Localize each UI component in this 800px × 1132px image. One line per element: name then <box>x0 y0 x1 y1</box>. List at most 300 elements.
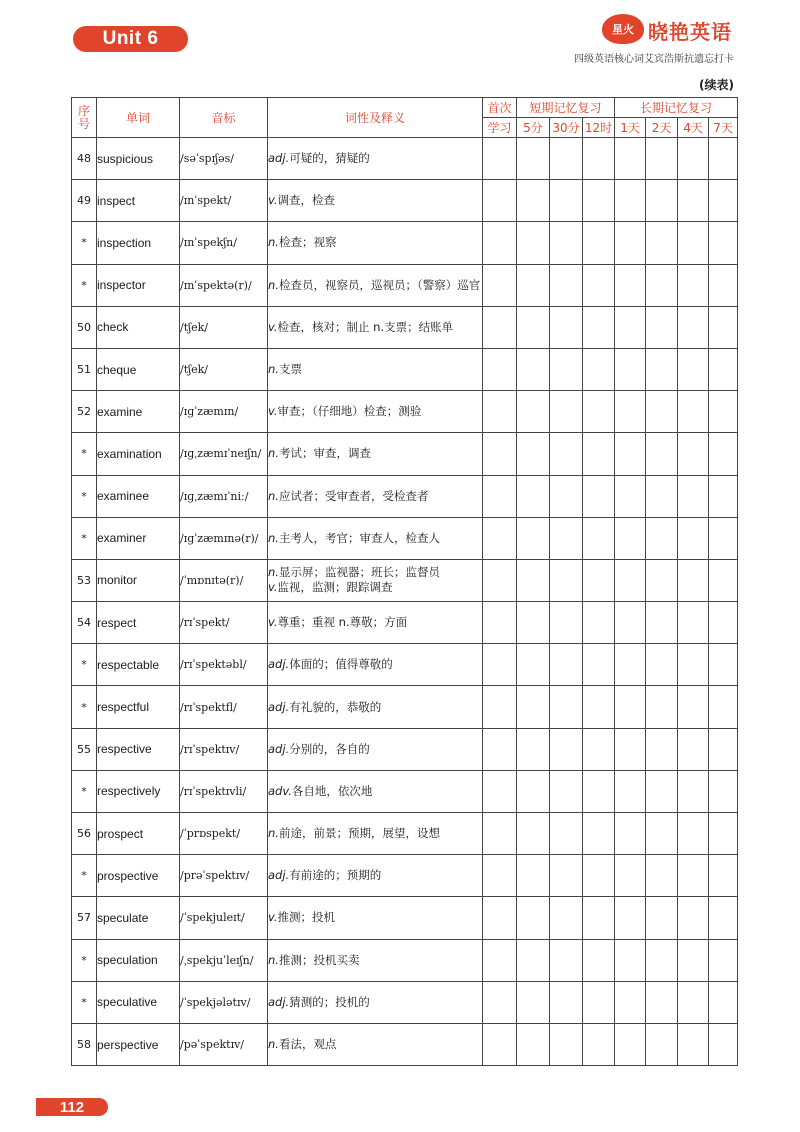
review-checkbox-cell <box>709 559 738 601</box>
definition-text: 前途，前景；预期，展望，设想 <box>278 826 440 841</box>
row-phonetic: /ɪnˈspekt/ <box>180 180 268 222</box>
row-number: 58 <box>72 1023 97 1065</box>
definition-text: 有礼貌的，恭敬的 <box>289 699 382 714</box>
table-row <box>72 855 738 897</box>
row-number: 57 <box>72 897 97 939</box>
review-checkbox-cell <box>583 728 615 770</box>
review-checkbox-cell <box>483 728 517 770</box>
review-checkbox-cell <box>483 348 517 390</box>
review-checkbox-cell <box>517 517 550 559</box>
header-long-term: 长期记忆复习 <box>615 98 738 118</box>
review-checkbox-cell <box>709 770 738 812</box>
review-checkbox-cell <box>646 770 678 812</box>
table-row <box>72 897 738 939</box>
review-checkbox-cell <box>517 602 550 644</box>
review-checkbox-cell <box>550 855 583 897</box>
row-definition <box>268 559 483 601</box>
review-checkbox-cell <box>646 348 678 390</box>
review-checkbox-cell <box>550 348 583 390</box>
review-checkbox-cell <box>646 222 678 264</box>
row-phonetic: /ˈspekjuleɪt/ <box>180 897 268 939</box>
row-phonetic: /ˌspekjuˈleɪʃn/ <box>180 939 268 981</box>
review-checkbox-cell <box>517 433 550 475</box>
definition-text: 推测；投机 <box>277 910 336 925</box>
definition-text: 可疑的，猜疑的 <box>289 151 370 166</box>
review-checkbox-cell <box>615 306 646 348</box>
brand-subtitle: 四级英语核心词艾宾浩斯抗遗忘打卡 <box>574 54 734 65</box>
review-checkbox-cell <box>517 855 550 897</box>
review-checkbox-cell <box>709 644 738 686</box>
row-number: 56 <box>72 813 97 855</box>
review-checkbox-cell <box>483 855 517 897</box>
table-row <box>72 559 738 601</box>
review-checkbox-cell <box>483 517 517 559</box>
review-checkbox-cell <box>615 222 646 264</box>
row-phonetic: /ɪɡˈzæmɪnə(r)/ <box>180 517 268 559</box>
row-number: 55 <box>72 728 97 770</box>
review-checkbox-cell <box>709 348 738 390</box>
row-number: * <box>72 517 97 559</box>
unit-badge: Unit 6 <box>73 26 188 52</box>
table-row <box>72 770 738 812</box>
review-checkbox-cell <box>550 644 583 686</box>
review-checkbox-cell <box>517 728 550 770</box>
review-checkbox-cell <box>646 644 678 686</box>
review-checkbox-cell <box>483 306 517 348</box>
row-number: * <box>72 981 97 1023</box>
part-of-speech: n. <box>268 1037 279 1052</box>
review-checkbox-cell <box>583 981 615 1023</box>
review-checkbox-cell <box>550 138 583 180</box>
definition-text: 体面的；值得尊敬的 <box>289 657 393 672</box>
row-phonetic: /tʃek/ <box>180 348 268 390</box>
review-checkbox-cell <box>583 855 615 897</box>
brand-header <box>574 14 734 66</box>
table-row <box>72 391 738 433</box>
part-of-speech: n. <box>268 362 279 377</box>
row-word: examination <box>97 433 180 475</box>
review-checkbox-cell <box>550 222 583 264</box>
row-definition <box>268 475 483 517</box>
table-row <box>72 981 738 1023</box>
review-checkbox-cell <box>709 517 738 559</box>
review-checkbox-cell <box>615 517 646 559</box>
row-word: respectable <box>97 644 180 686</box>
table-row <box>72 813 738 855</box>
review-checkbox-cell <box>646 306 678 348</box>
row-definition <box>268 138 483 180</box>
review-checkbox-cell <box>550 517 583 559</box>
page-number: 112 <box>36 1098 108 1116</box>
review-checkbox-cell <box>483 644 517 686</box>
review-checkbox-cell <box>678 433 709 475</box>
row-definition <box>268 728 483 770</box>
review-checkbox-cell <box>550 306 583 348</box>
row-word: inspect <box>97 180 180 222</box>
review-checkbox-cell <box>678 939 709 981</box>
review-checkbox-cell <box>646 602 678 644</box>
review-checkbox-cell <box>709 1023 738 1065</box>
part-of-speech: n. <box>268 446 279 461</box>
review-checkbox-cell <box>678 855 709 897</box>
review-checkbox-cell <box>550 1023 583 1065</box>
review-checkbox-cell <box>583 559 615 601</box>
review-checkbox-cell <box>550 981 583 1023</box>
row-definition <box>268 433 483 475</box>
review-checkbox-cell <box>615 138 646 180</box>
row-word: check <box>97 306 180 348</box>
row-phonetic: /ɪɡˌzæmɪˈniː/ <box>180 475 268 517</box>
review-checkbox-cell <box>583 939 615 981</box>
row-definition <box>268 855 483 897</box>
review-checkbox-cell <box>517 1023 550 1065</box>
review-checkbox-cell <box>709 222 738 264</box>
review-checkbox-cell <box>678 981 709 1023</box>
review-checkbox-cell <box>615 897 646 939</box>
review-checkbox-cell <box>550 813 583 855</box>
header-12h: 12时 <box>583 118 615 138</box>
row-word: examinee <box>97 475 180 517</box>
review-checkbox-cell <box>709 686 738 728</box>
review-checkbox-cell <box>550 475 583 517</box>
row-phonetic: /rɪˈspektəbl/ <box>180 644 268 686</box>
part-of-speech: v. <box>268 580 278 595</box>
row-definition <box>268 180 483 222</box>
review-checkbox-cell <box>646 433 678 475</box>
review-checkbox-cell <box>583 306 615 348</box>
definition-text: 应试者；受审查者，受检查者 <box>278 488 429 503</box>
part-of-speech: adj. <box>268 699 290 714</box>
table-row <box>72 644 738 686</box>
review-checkbox-cell <box>678 770 709 812</box>
header-num: 序号 <box>72 98 97 138</box>
review-checkbox-cell <box>483 180 517 222</box>
review-checkbox-cell <box>678 391 709 433</box>
part-of-speech: adj. <box>268 151 290 166</box>
review-checkbox-cell <box>615 770 646 812</box>
row-word: examiner <box>97 517 180 559</box>
review-checkbox-cell <box>678 686 709 728</box>
review-checkbox-cell <box>646 559 678 601</box>
table-row <box>72 222 738 264</box>
review-checkbox-cell <box>483 686 517 728</box>
review-checkbox-cell <box>615 939 646 981</box>
row-number: * <box>72 644 97 686</box>
part-of-speech: v. <box>268 404 278 419</box>
review-checkbox-cell <box>483 222 517 264</box>
row-word: prospective <box>97 855 180 897</box>
review-checkbox-cell <box>517 770 550 812</box>
review-checkbox-cell <box>709 939 738 981</box>
header-definition: 词性及释义 <box>268 98 483 138</box>
part-of-speech: adj. <box>268 868 290 883</box>
row-number: * <box>72 770 97 812</box>
review-checkbox-cell <box>678 180 709 222</box>
definition-text: 检查，核对；制止 n.支票；结账单 <box>277 319 454 334</box>
row-word: monitor <box>97 559 180 601</box>
row-phonetic: /ɪnˈspekʃn/ <box>180 222 268 264</box>
header-30min: 30分 <box>550 118 583 138</box>
review-checkbox-cell <box>517 306 550 348</box>
row-word: speculation <box>97 939 180 981</box>
review-checkbox-cell <box>709 855 738 897</box>
row-definition <box>268 391 483 433</box>
row-phonetic: /pəˈspektɪv/ <box>180 1023 268 1065</box>
table-row <box>72 306 738 348</box>
definition-text: 各自地，依次地 <box>291 783 373 798</box>
table-row <box>72 433 738 475</box>
definition-text: 检查；视察 <box>278 235 337 250</box>
row-number: * <box>72 855 97 897</box>
review-checkbox-cell <box>678 475 709 517</box>
table-row <box>72 728 738 770</box>
part-of-speech: n. <box>268 952 279 967</box>
row-phonetic: /rɪˈspekt/ <box>180 602 268 644</box>
review-checkbox-cell <box>583 602 615 644</box>
row-number: 53 <box>72 559 97 601</box>
review-checkbox-cell <box>646 813 678 855</box>
table-row <box>72 475 738 517</box>
row-phonetic: /səˈspɪʃəs/ <box>180 138 268 180</box>
review-checkbox-cell <box>615 559 646 601</box>
row-definition <box>268 770 483 812</box>
part-of-speech: adj. <box>268 741 290 756</box>
row-number: * <box>72 939 97 981</box>
row-word: speculative <box>97 981 180 1023</box>
definition-text: 监视，监测；跟踪调查 <box>277 580 393 595</box>
review-checkbox-cell <box>678 644 709 686</box>
part-of-speech: v. <box>268 910 278 925</box>
review-checkbox-cell <box>517 644 550 686</box>
row-word: inspection <box>97 222 180 264</box>
definition-text: 支票 <box>278 362 302 377</box>
table-row <box>72 1023 738 1065</box>
review-checkbox-cell <box>550 728 583 770</box>
row-word: examine <box>97 391 180 433</box>
review-checkbox-cell <box>550 433 583 475</box>
row-number: * <box>72 222 97 264</box>
row-number: 48 <box>72 138 97 180</box>
review-checkbox-cell <box>517 180 550 222</box>
review-checkbox-cell <box>517 391 550 433</box>
row-definition <box>268 517 483 559</box>
review-checkbox-cell <box>517 897 550 939</box>
review-checkbox-cell <box>517 686 550 728</box>
row-definition <box>268 686 483 728</box>
part-of-speech: n. <box>268 488 279 503</box>
review-checkbox-cell <box>615 391 646 433</box>
row-definition <box>268 1023 483 1065</box>
table-row <box>72 686 738 728</box>
review-checkbox-cell <box>678 306 709 348</box>
review-checkbox-cell <box>646 897 678 939</box>
review-checkbox-cell <box>678 559 709 601</box>
review-checkbox-cell <box>483 264 517 306</box>
definition-text: 分别的，各自的 <box>289 741 370 756</box>
review-checkbox-cell <box>517 813 550 855</box>
review-checkbox-cell <box>615 981 646 1023</box>
table-row <box>72 264 738 306</box>
review-checkbox-cell <box>583 770 615 812</box>
review-checkbox-cell <box>483 1023 517 1065</box>
review-checkbox-cell <box>646 391 678 433</box>
row-definition <box>268 222 483 264</box>
review-checkbox-cell <box>615 644 646 686</box>
review-checkbox-cell <box>483 981 517 1023</box>
part-of-speech: n. <box>268 277 279 292</box>
row-number: 51 <box>72 348 97 390</box>
table-row <box>72 602 738 644</box>
review-checkbox-cell <box>583 1023 615 1065</box>
header-first-sub: 学习 <box>483 118 517 138</box>
review-checkbox-cell <box>646 1023 678 1065</box>
review-checkbox-cell <box>583 348 615 390</box>
row-definition <box>268 644 483 686</box>
header-4day: 4天 <box>678 118 709 138</box>
review-checkbox-cell <box>517 138 550 180</box>
review-checkbox-cell <box>678 602 709 644</box>
part-of-speech: adj. <box>268 994 290 1009</box>
review-checkbox-cell <box>678 517 709 559</box>
review-checkbox-cell <box>583 686 615 728</box>
review-checkbox-cell <box>615 264 646 306</box>
row-phonetic: /tʃek/ <box>180 306 268 348</box>
review-checkbox-cell <box>678 264 709 306</box>
row-word: inspector <box>97 264 180 306</box>
review-checkbox-cell <box>583 180 615 222</box>
continued-label: (续表) <box>699 78 734 92</box>
header-first: 首次 <box>483 98 517 118</box>
row-number: 52 <box>72 391 97 433</box>
review-checkbox-cell <box>646 939 678 981</box>
definition-text: 尊重；重视 n.尊敬；方面 <box>277 615 408 630</box>
review-checkbox-cell <box>583 644 615 686</box>
review-checkbox-cell <box>646 728 678 770</box>
review-checkbox-cell <box>550 391 583 433</box>
review-checkbox-cell <box>583 475 615 517</box>
review-checkbox-cell <box>678 222 709 264</box>
definition-text: 显示屏；监视器；班长；监督员 <box>278 565 440 580</box>
review-checkbox-cell <box>550 897 583 939</box>
row-definition <box>268 897 483 939</box>
header-short-term: 短期记忆复习 <box>517 98 615 118</box>
review-checkbox-cell <box>646 180 678 222</box>
row-phonetic: /ɪɡˌzæmɪˈneɪʃn/ <box>180 433 268 475</box>
review-checkbox-cell <box>550 770 583 812</box>
review-checkbox-cell <box>709 602 738 644</box>
row-word: cheque <box>97 348 180 390</box>
review-checkbox-cell <box>709 433 738 475</box>
review-checkbox-cell <box>678 348 709 390</box>
row-phonetic: /rɪˈspektɪv/ <box>180 728 268 770</box>
review-checkbox-cell <box>483 813 517 855</box>
review-checkbox-cell <box>709 475 738 517</box>
review-checkbox-cell <box>615 602 646 644</box>
vocab-table <box>71 97 738 1066</box>
review-checkbox-cell <box>583 517 615 559</box>
review-checkbox-cell <box>615 180 646 222</box>
header-word: 单词 <box>97 98 180 138</box>
table-row <box>72 348 738 390</box>
review-checkbox-cell <box>517 939 550 981</box>
definition-text: 调查，检查 <box>277 193 336 208</box>
row-word: respective <box>97 728 180 770</box>
row-word: respectful <box>97 686 180 728</box>
review-checkbox-cell <box>615 433 646 475</box>
header-phonetic: 音标 <box>180 98 268 138</box>
review-checkbox-cell <box>678 728 709 770</box>
review-checkbox-cell <box>709 138 738 180</box>
table-row <box>72 180 738 222</box>
row-number: 50 <box>72 306 97 348</box>
row-phonetic: /rɪˈspektfl/ <box>180 686 268 728</box>
review-checkbox-cell <box>583 897 615 939</box>
review-checkbox-cell <box>709 391 738 433</box>
review-checkbox-cell <box>678 138 709 180</box>
part-of-speech: adv. <box>268 783 292 798</box>
row-number: 54 <box>72 602 97 644</box>
review-checkbox-cell <box>709 813 738 855</box>
review-checkbox-cell <box>550 939 583 981</box>
review-checkbox-cell <box>646 855 678 897</box>
table-row <box>72 138 738 180</box>
review-checkbox-cell <box>583 222 615 264</box>
review-checkbox-cell <box>550 686 583 728</box>
review-checkbox-cell <box>517 981 550 1023</box>
review-checkbox-cell <box>483 559 517 601</box>
part-of-speech: n. <box>268 826 279 841</box>
row-word: suspicious <box>97 138 180 180</box>
row-phonetic: /ˈmɒnɪtə(r)/ <box>180 559 268 601</box>
row-phonetic: /prəˈspektɪv/ <box>180 855 268 897</box>
review-checkbox-cell <box>709 728 738 770</box>
review-checkbox-cell <box>517 475 550 517</box>
review-checkbox-cell <box>709 306 738 348</box>
row-number: 49 <box>72 180 97 222</box>
review-checkbox-cell <box>517 559 550 601</box>
row-word: respectively <box>97 770 180 812</box>
review-checkbox-cell <box>646 981 678 1023</box>
brand-name: 晓艳英语 <box>648 20 732 44</box>
review-checkbox-cell <box>483 138 517 180</box>
row-definition <box>268 348 483 390</box>
definition-text: 审查；（仔细地）检查；测验 <box>277 404 422 419</box>
header-5min: 5分 <box>517 118 550 138</box>
review-checkbox-cell <box>678 897 709 939</box>
review-checkbox-cell <box>583 264 615 306</box>
row-definition <box>268 264 483 306</box>
definition-text: 考试；审查，调查 <box>278 446 371 461</box>
review-checkbox-cell <box>483 897 517 939</box>
row-definition <box>268 602 483 644</box>
row-definition <box>268 306 483 348</box>
brand-logo-icon: 星火 <box>602 14 644 44</box>
review-checkbox-cell <box>483 770 517 812</box>
review-checkbox-cell <box>709 264 738 306</box>
review-checkbox-cell <box>615 855 646 897</box>
review-checkbox-cell <box>646 517 678 559</box>
definition-text: 主考人，考官；审查人，检查人 <box>278 530 440 545</box>
review-checkbox-cell <box>483 391 517 433</box>
review-checkbox-cell <box>646 264 678 306</box>
review-checkbox-cell <box>678 813 709 855</box>
row-phonetic: /ˈprɒspekt/ <box>180 813 268 855</box>
review-checkbox-cell <box>550 602 583 644</box>
review-checkbox-cell <box>709 981 738 1023</box>
row-word: speculate <box>97 897 180 939</box>
review-checkbox-cell <box>615 728 646 770</box>
row-number: * <box>72 433 97 475</box>
